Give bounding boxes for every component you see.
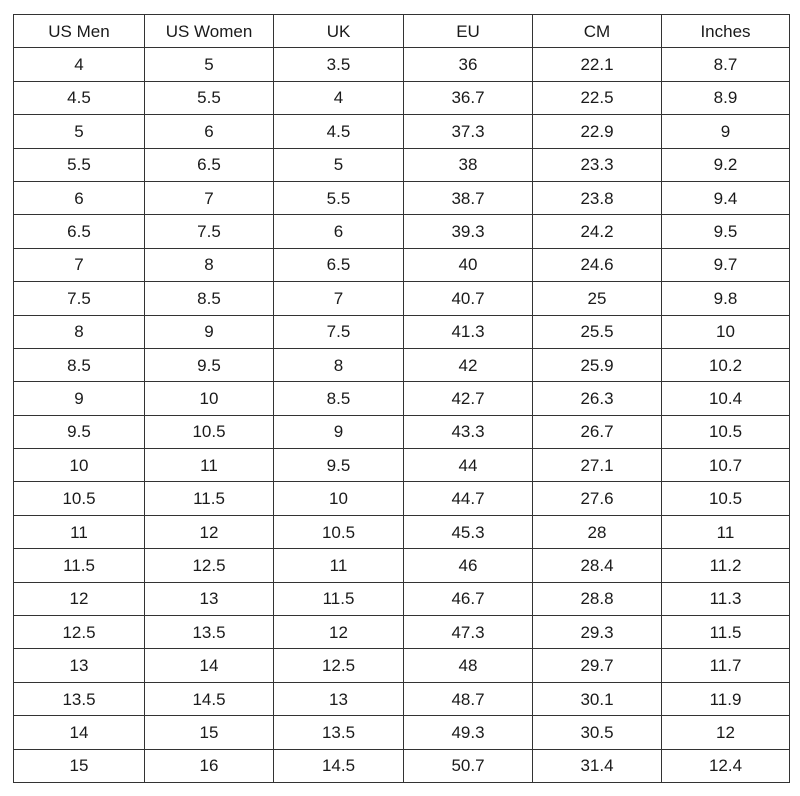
cell-eu: 48 xyxy=(404,649,533,682)
cell-uk: 6.5 xyxy=(274,248,404,281)
cell-cm: 25.5 xyxy=(533,315,662,348)
cell-inches: 11.7 xyxy=(662,649,790,682)
cell-uk: 3.5 xyxy=(274,48,404,81)
cell-inches: 9.8 xyxy=(662,282,790,315)
cell-us-women: 9 xyxy=(145,315,274,348)
cell-us-men: 6.5 xyxy=(14,215,145,248)
cell-uk: 7.5 xyxy=(274,315,404,348)
table-header xyxy=(14,15,790,48)
cell-eu: 37.3 xyxy=(404,115,533,148)
cell-cm: 28.4 xyxy=(533,549,662,582)
cell-us-women: 10.5 xyxy=(145,415,274,448)
table-row xyxy=(14,115,790,148)
cell-inches: 10.7 xyxy=(662,449,790,482)
cell-us-women: 5 xyxy=(145,48,274,81)
cell-us-men: 9 xyxy=(14,382,145,415)
cell-us-men: 11 xyxy=(14,515,145,548)
cell-inches: 10.5 xyxy=(662,482,790,515)
cell-eu: 47.3 xyxy=(404,616,533,649)
cell-us-men: 8.5 xyxy=(14,348,145,381)
cell-us-men: 10.5 xyxy=(14,482,145,515)
cell-us-men: 5 xyxy=(14,115,145,148)
cell-cm: 23.3 xyxy=(533,148,662,181)
cell-us-men: 6 xyxy=(14,181,145,214)
cell-uk: 13.5 xyxy=(274,716,404,749)
cell-cm: 27.1 xyxy=(533,449,662,482)
cell-eu: 46 xyxy=(404,549,533,582)
cell-us-men: 12 xyxy=(14,582,145,615)
cell-us-women: 5.5 xyxy=(145,81,274,114)
cell-us-women: 11 xyxy=(145,449,274,482)
cell-us-women: 13.5 xyxy=(145,616,274,649)
cell-us-men: 15 xyxy=(14,749,145,782)
cell-cm: 29.3 xyxy=(533,616,662,649)
cell-us-women: 13 xyxy=(145,582,274,615)
table-row xyxy=(14,449,790,482)
cell-eu: 44 xyxy=(404,449,533,482)
cell-uk: 4 xyxy=(274,81,404,114)
cell-eu: 46.7 xyxy=(404,582,533,615)
table-row xyxy=(14,382,790,415)
column-header-uk: UK xyxy=(274,15,404,48)
cell-cm: 27.6 xyxy=(533,482,662,515)
cell-uk: 12.5 xyxy=(274,649,404,682)
cell-eu: 43.3 xyxy=(404,415,533,448)
cell-eu: 49.3 xyxy=(404,716,533,749)
cell-eu: 38.7 xyxy=(404,181,533,214)
cell-us-women: 7 xyxy=(145,181,274,214)
cell-cm: 28 xyxy=(533,515,662,548)
cell-cm: 30.5 xyxy=(533,716,662,749)
table-row xyxy=(14,248,790,281)
cell-eu: 44.7 xyxy=(404,482,533,515)
table-body xyxy=(14,48,790,783)
cell-us-men: 7 xyxy=(14,248,145,281)
cell-inches: 9 xyxy=(662,115,790,148)
table-row xyxy=(14,415,790,448)
cell-us-women: 16 xyxy=(145,749,274,782)
cell-uk: 6 xyxy=(274,215,404,248)
cell-us-men: 4 xyxy=(14,48,145,81)
table-row xyxy=(14,616,790,649)
table-row xyxy=(14,515,790,548)
cell-cm: 22.5 xyxy=(533,81,662,114)
cell-uk: 12 xyxy=(274,616,404,649)
cell-uk: 9.5 xyxy=(274,449,404,482)
cell-inches: 10.5 xyxy=(662,415,790,448)
table-row xyxy=(14,81,790,114)
cell-us-men: 10 xyxy=(14,449,145,482)
table-row xyxy=(14,716,790,749)
cell-eu: 38 xyxy=(404,148,533,181)
cell-us-men: 11.5 xyxy=(14,549,145,582)
cell-eu: 41.3 xyxy=(404,315,533,348)
cell-uk: 9 xyxy=(274,415,404,448)
column-header-us-men: US Men xyxy=(14,15,145,48)
cell-eu: 40 xyxy=(404,248,533,281)
table-row xyxy=(14,181,790,214)
column-header-us-women: US Women xyxy=(145,15,274,48)
cell-us-men: 12.5 xyxy=(14,616,145,649)
cell-us-women: 10 xyxy=(145,382,274,415)
cell-us-men: 7.5 xyxy=(14,282,145,315)
cell-inches: 9.2 xyxy=(662,148,790,181)
column-header-eu: EU xyxy=(404,15,533,48)
cell-us-women: 11.5 xyxy=(145,482,274,515)
cell-cm: 30.1 xyxy=(533,682,662,715)
cell-eu: 36.7 xyxy=(404,81,533,114)
cell-uk: 7 xyxy=(274,282,404,315)
cell-uk: 4.5 xyxy=(274,115,404,148)
cell-cm: 26.3 xyxy=(533,382,662,415)
table-row xyxy=(14,148,790,181)
cell-cm: 25 xyxy=(533,282,662,315)
cell-eu: 39.3 xyxy=(404,215,533,248)
cell-us-men: 9.5 xyxy=(14,415,145,448)
cell-us-women: 14.5 xyxy=(145,682,274,715)
cell-inches: 8.7 xyxy=(662,48,790,81)
table-row xyxy=(14,549,790,582)
table-row xyxy=(14,348,790,381)
cell-inches: 11 xyxy=(662,515,790,548)
cell-eu: 45.3 xyxy=(404,515,533,548)
table-row xyxy=(14,482,790,515)
cell-cm: 22.1 xyxy=(533,48,662,81)
table-row xyxy=(14,749,790,782)
cell-us-women: 8.5 xyxy=(145,282,274,315)
cell-uk: 11 xyxy=(274,549,404,582)
cell-inches: 12 xyxy=(662,716,790,749)
cell-us-women: 15 xyxy=(145,716,274,749)
cell-inches: 8.9 xyxy=(662,81,790,114)
table-row xyxy=(14,215,790,248)
cell-us-men: 13 xyxy=(14,649,145,682)
header-row xyxy=(14,15,790,48)
cell-cm: 29.7 xyxy=(533,649,662,682)
cell-us-women: 8 xyxy=(145,248,274,281)
cell-uk: 14.5 xyxy=(274,749,404,782)
cell-inches: 11.2 xyxy=(662,549,790,582)
shoe-size-conversion-table xyxy=(13,14,790,783)
cell-cm: 28.8 xyxy=(533,582,662,615)
cell-eu: 50.7 xyxy=(404,749,533,782)
cell-uk: 8.5 xyxy=(274,382,404,415)
cell-us-men: 8 xyxy=(14,315,145,348)
table-row xyxy=(14,649,790,682)
table-row xyxy=(14,682,790,715)
cell-inches: 10 xyxy=(662,315,790,348)
column-header-inches: Inches xyxy=(662,15,790,48)
cell-us-women: 12.5 xyxy=(145,549,274,582)
cell-cm: 31.4 xyxy=(533,749,662,782)
cell-inches: 11.9 xyxy=(662,682,790,715)
cell-us-women: 9.5 xyxy=(145,348,274,381)
cell-us-men: 4.5 xyxy=(14,81,145,114)
cell-inches: 12.4 xyxy=(662,749,790,782)
cell-eu: 48.7 xyxy=(404,682,533,715)
cell-inches: 11.5 xyxy=(662,616,790,649)
cell-us-women: 12 xyxy=(145,515,274,548)
cell-us-women: 7.5 xyxy=(145,215,274,248)
cell-uk: 5.5 xyxy=(274,181,404,214)
cell-inches: 10.2 xyxy=(662,348,790,381)
cell-uk: 13 xyxy=(274,682,404,715)
cell-us-men: 5.5 xyxy=(14,148,145,181)
cell-cm: 22.9 xyxy=(533,115,662,148)
cell-cm: 24.2 xyxy=(533,215,662,248)
cell-uk: 5 xyxy=(274,148,404,181)
cell-us-men: 13.5 xyxy=(14,682,145,715)
cell-uk: 10 xyxy=(274,482,404,515)
cell-eu: 40.7 xyxy=(404,282,533,315)
cell-cm: 26.7 xyxy=(533,415,662,448)
cell-eu: 42 xyxy=(404,348,533,381)
cell-inches: 9.4 xyxy=(662,181,790,214)
cell-us-women: 6 xyxy=(145,115,274,148)
cell-us-women: 14 xyxy=(145,649,274,682)
column-header-cm: CM xyxy=(533,15,662,48)
cell-us-men: 14 xyxy=(14,716,145,749)
cell-inches: 11.3 xyxy=(662,582,790,615)
cell-inches: 9.7 xyxy=(662,248,790,281)
cell-uk: 10.5 xyxy=(274,515,404,548)
cell-uk: 11.5 xyxy=(274,582,404,615)
cell-cm: 23.8 xyxy=(533,181,662,214)
table-row xyxy=(14,282,790,315)
cell-us-women: 6.5 xyxy=(145,148,274,181)
cell-inches: 10.4 xyxy=(662,382,790,415)
cell-eu: 36 xyxy=(404,48,533,81)
cell-cm: 24.6 xyxy=(533,248,662,281)
table-row xyxy=(14,48,790,81)
table-row xyxy=(14,315,790,348)
table-row xyxy=(14,582,790,615)
cell-inches: 9.5 xyxy=(662,215,790,248)
cell-eu: 42.7 xyxy=(404,382,533,415)
cell-uk: 8 xyxy=(274,348,404,381)
cell-cm: 25.9 xyxy=(533,348,662,381)
